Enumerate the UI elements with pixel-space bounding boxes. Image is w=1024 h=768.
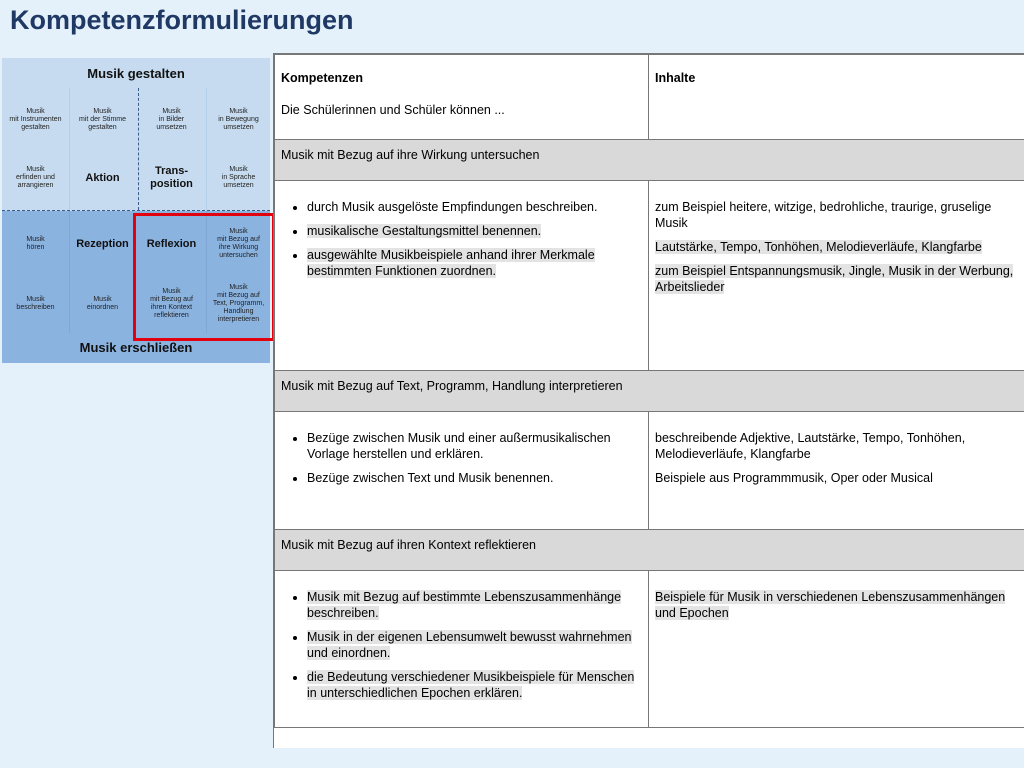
dashed-divider-horizontal	[2, 210, 270, 211]
competence-intro: Die Schülerinnen und Schüler können ...	[281, 103, 505, 117]
reflexion-highlight-box	[133, 213, 275, 341]
competence-text: durch Musik ausgelöste Empfindungen beschreiben.	[307, 200, 598, 214]
list-item	[307, 199, 642, 215]
diagram-cell: Musik mit Instrumenten gestalten	[9, 108, 62, 131]
list-item	[307, 430, 642, 462]
diagram-cell: Musik hören	[26, 236, 45, 251]
column-header-kompetenzen: Kompetenzen	[281, 71, 363, 85]
page-title: Kompetenzformulierungen	[10, 5, 354, 35]
diagram-cell: Musik mit der Stimme gestalten	[78, 108, 127, 131]
list-item	[307, 589, 642, 621]
diagram-category-aktion: Aktion	[85, 171, 120, 184]
competence-text: Musik in der eigenen Lebensumwelt bewusst wahrnehmen und einordnen.	[307, 630, 632, 660]
section-title: Musik mit Bezug auf ihren Kontext reflektieren	[275, 530, 1024, 571]
list-item	[307, 669, 642, 701]
competence-diagram	[2, 58, 270, 363]
list-item	[307, 247, 642, 279]
list-item	[307, 470, 642, 486]
list-item	[307, 223, 642, 239]
diagram-cell: Musik einordnen	[86, 296, 119, 311]
table-row	[275, 571, 1024, 728]
diagram-cell: Musik mit Bezug auf ihren Kontext reflektieren	[150, 288, 193, 319]
competence-document	[273, 53, 1024, 748]
section-row	[275, 371, 1024, 412]
diagram-category-transposition: Trans- position	[150, 165, 193, 190]
diagram-cell: Musik in Sprache umsetzen	[221, 166, 256, 189]
competence-list	[281, 199, 642, 279]
section-row	[275, 530, 1024, 571]
competence-text: Bezüge zwischen Text und Musik benennen.	[307, 471, 554, 485]
competence-text: die Bedeutung verschiedener Musikbeispiele für Menschen in unterschiedlichen Epochen erklären.	[307, 670, 635, 700]
diagram-cell: Musik mit Bezug auf Text, Programm, Handlung interpretieren	[212, 284, 265, 323]
table-header-row	[275, 55, 1024, 140]
list-item	[307, 629, 642, 661]
diagram-top-heading: Musik gestalten	[87, 66, 185, 81]
diagram-cell: Musik beschreiben	[16, 296, 55, 311]
competence-text: Bezüge zwischen Musik und einer außermusikalischen Vorlage herstellen und erklären.	[307, 431, 611, 461]
diagram-cell: Musik in Bewegung umsetzen	[218, 108, 259, 131]
competence-list	[281, 430, 642, 486]
content-text: Lautstärke, Tempo, Tonhöhen, Melodieverläufe, Klangfarbe	[655, 240, 982, 254]
competence-table	[274, 54, 1024, 728]
content-text: zum Beispiel Entspannungsmusik, Jingle, Musik in der Werbung, Arbeitslieder	[655, 264, 1014, 294]
table-row	[275, 181, 1024, 371]
content-text: Beispiele aus Programmmusik, Oper oder Musical	[655, 471, 933, 485]
section-title: Musik mit Bezug auf ihre Wirkung untersuchen	[275, 140, 1024, 181]
diagram-cell: Musik mit Bezug auf ihre Wirkung untersuchen	[217, 228, 260, 259]
diagram-cell: Musik erfinden und arrangieren	[16, 166, 55, 189]
diagram-cell: Musik in Bilder umsetzen	[156, 108, 187, 131]
competence-text: ausgewählte Musikbeispiele anhand ihrer Merkmale bestimmten Funktionen zuordnen.	[307, 248, 595, 278]
diagram-category-reflexion: Reflexion	[146, 237, 197, 250]
content-text: zum Beispiel heitere, witzige, bedrohliche, traurige, gruselige Musik	[655, 200, 992, 230]
competence-list	[281, 589, 642, 701]
competence-text: Musik mit Bezug auf bestimmte Lebenszusammenhänge beschreiben.	[307, 590, 622, 620]
content-text: Beispiele für Musik in verschiedenen Lebenszusammenhängen und Epochen	[655, 590, 1006, 620]
competence-text: musikalische Gestaltungsmittel benennen.	[307, 224, 542, 238]
diagram-category-rezeption: Rezeption	[76, 237, 129, 250]
section-title: Musik mit Bezug auf Text, Programm, Handlung interpretieren	[275, 371, 1024, 412]
content-text: beschreibende Adjektive, Lautstärke, Tempo, Tonhöhen, Melodieverläufe, Klangfarbe	[655, 431, 966, 461]
section-row	[275, 140, 1024, 181]
table-row	[275, 412, 1024, 530]
column-header-inhalte: Inhalte	[655, 71, 696, 85]
diagram-bottom-heading: Musik erschließen	[79, 340, 193, 355]
